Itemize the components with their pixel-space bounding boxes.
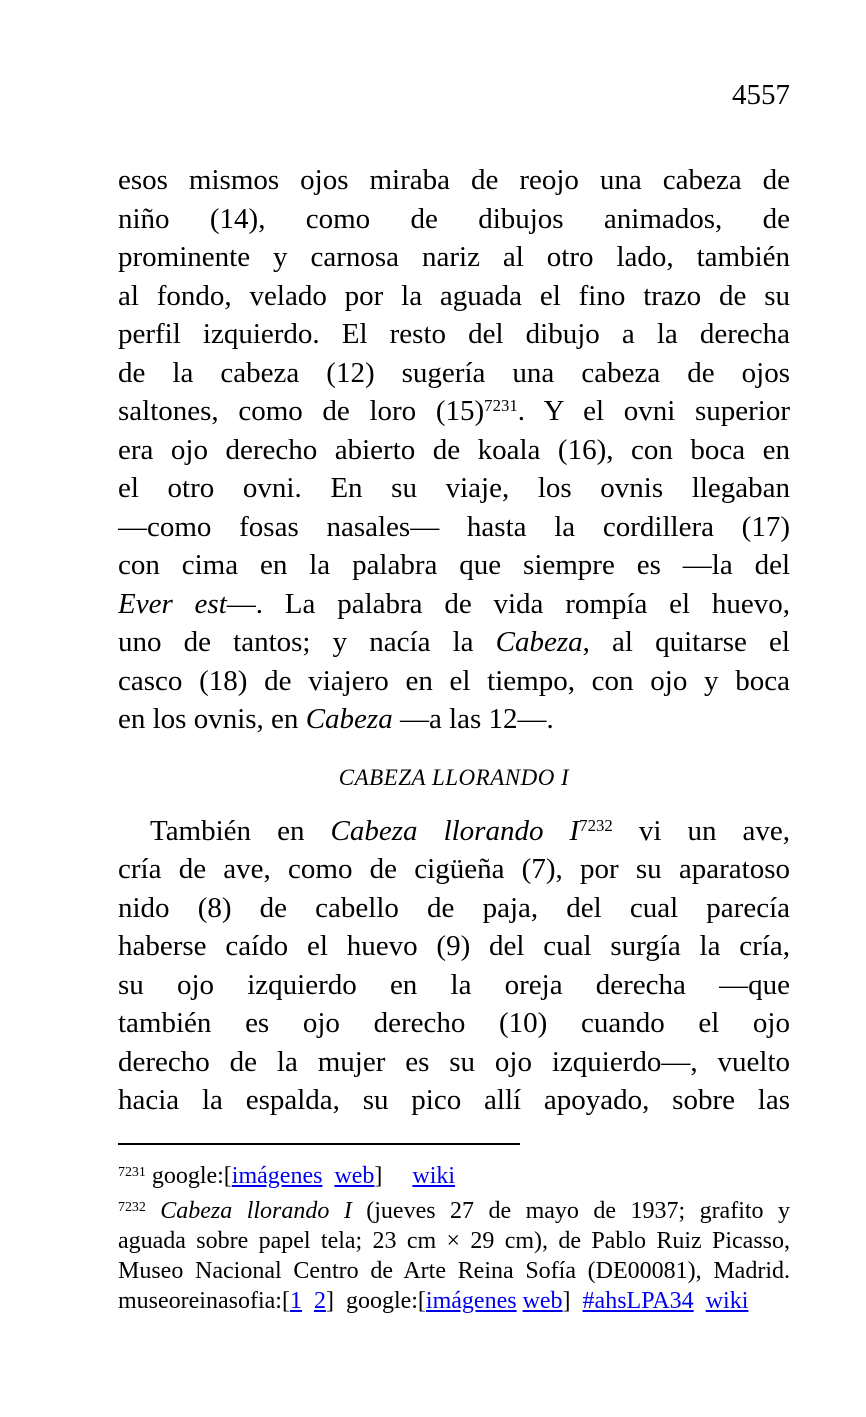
text-segment: derecho de la mujer es su ojo izquierdo—, vuelto <box>118 1045 790 1078</box>
text-segment: También en <box>150 814 331 847</box>
text-segment: ] <box>325 1288 346 1314</box>
text-segment: Cabeza llorando I <box>330 814 580 847</box>
text-segment: uno de tantos; y nacía la <box>118 626 496 658</box>
text-segment: cría de ave, como de cigüeña (7), por su aparatoso <box>118 853 790 885</box>
text-segment <box>694 1288 706 1314</box>
text-segment: museoreinasofia:[ <box>118 1288 290 1314</box>
text-line <box>118 927 790 966</box>
text-segment: Cabeza <box>495 626 583 658</box>
text-line <box>118 966 790 1005</box>
text-segment: . Y el ovni superior <box>517 395 790 427</box>
text-segment: el otro ovni. En su viaje, los ovnis llegaban <box>118 472 790 504</box>
text-segment: también es ojo derecho (10) cuando el ojo <box>118 1007 790 1039</box>
text-segment: perfil izquierdo. El resto del dibujo a la derecha <box>118 318 790 350</box>
text-segment: ] <box>562 1288 583 1314</box>
text-segment: —como fosas nasales— hasta la cordillera (17) <box>118 510 790 543</box>
page-number: 4557 <box>732 79 790 111</box>
footnote-ref-7231: 7231 <box>484 396 518 416</box>
link-wiki-7231[interactable]: wiki <box>412 1163 456 1189</box>
text-line <box>118 1226 790 1256</box>
footnote-7231 <box>118 1161 790 1191</box>
text-segment: su ojo izquierdo en la oreja derecha —que <box>118 968 790 1001</box>
text-segment: aguada sobre papel tela; 23 cm × 29 cm), de Pablo Ruiz Picasso, <box>118 1228 790 1254</box>
text-line <box>118 469 790 508</box>
link-google-web-7232[interactable]: web <box>522 1288 563 1314</box>
text-line <box>118 585 790 624</box>
text-line <box>118 1004 790 1043</box>
text-segment: nido (8) de cabello de paja, del cual parecía <box>118 891 790 924</box>
text-line <box>118 1043 790 1082</box>
section-heading: CABEZA LLORANDO I <box>338 764 570 790</box>
text-segment: google:[ <box>345 1288 426 1314</box>
text-segment: era ojo derecho abierto de koala (16), con boca en <box>118 433 790 466</box>
text-line <box>118 431 790 470</box>
paragraph-1 <box>118 161 790 739</box>
text-line <box>118 1286 790 1316</box>
text-segment <box>302 1288 314 1314</box>
text-segment: Cabeza <box>305 703 393 735</box>
text-segment: —a las 12—. <box>392 703 554 735</box>
link-google-imagenes-7231[interactable]: imágenes <box>231 1163 323 1189</box>
text-line <box>118 1256 790 1286</box>
text-segment: google:[ <box>145 1163 232 1189</box>
text-line <box>118 889 790 928</box>
text-line <box>118 277 790 316</box>
text-line <box>118 623 790 662</box>
text-segment: Museo Nacional Centro de Arte Reina Sofía (DE00081), Madrid. <box>118 1258 790 1284</box>
text-segment: (jueves 27 de mayo de 1937; grafito y <box>351 1198 790 1224</box>
footnote-separator <box>118 1143 520 1145</box>
text-segment <box>322 1163 334 1189</box>
text-segment: con cima en la palabra que siempre es —la del <box>118 549 790 581</box>
link-wiki-7232[interactable]: wiki <box>705 1288 749 1314</box>
text-line <box>118 1196 790 1226</box>
text-line <box>118 546 790 585</box>
paragraph-2 <box>118 812 790 1120</box>
link-google-imagenes-7232[interactable]: imágenes <box>425 1288 517 1314</box>
footnote-marker-7232: 7232 <box>118 1199 146 1215</box>
text-line <box>118 238 790 277</box>
text-line <box>118 200 790 239</box>
text-segment: Ever est <box>118 587 227 620</box>
text-segment: , al quitarse el <box>582 626 790 658</box>
link-google-web-7231[interactable]: web <box>334 1163 375 1189</box>
link-ahslpa34[interactable]: #ahsLPA34 <box>582 1288 694 1314</box>
footnote-marker-7231: 7231 <box>118 1164 146 1180</box>
text-segment: —. La palabra de vida rompía el huevo, <box>226 587 790 620</box>
text-segment: niño (14), como de dibujos animados, de <box>118 202 790 235</box>
text-line <box>118 662 790 701</box>
footnotes-section <box>118 1143 790 1316</box>
text-segment: casco (18) de viajero en el tiempo, con ojo y boca <box>118 664 790 697</box>
text-segment: esos mismos ojos miraba de reojo una cabeza de <box>118 164 790 196</box>
link-museoreinasofia-2[interactable]: 2 <box>313 1288 326 1314</box>
text-line <box>118 700 790 739</box>
text-segment: al fondo, velado por la aguada el fino trazo de su <box>118 279 790 312</box>
text-line <box>118 812 790 851</box>
text-segment: de la cabeza (12) sugería una cabeza de ojos <box>118 356 790 389</box>
footnote-ref-7232: 7232 <box>579 815 613 835</box>
text-segment: prominente y carnosa nariz al otro lado, también <box>118 241 790 273</box>
page-body <box>118 161 790 1120</box>
text-line <box>118 392 790 431</box>
text-line <box>118 315 790 354</box>
text-line <box>118 354 790 393</box>
text-line <box>118 1081 790 1120</box>
text-line <box>118 508 790 547</box>
footnote-7232 <box>118 1196 790 1316</box>
text-segment: en los ovnis, en <box>118 703 306 735</box>
text-segment: Cabeza llorando I <box>145 1198 352 1224</box>
text-segment: saltones, como de loro (15) <box>118 395 485 427</box>
text-segment: ] <box>374 1163 413 1189</box>
text-segment: vi un ave, <box>612 814 790 847</box>
text-line <box>118 1161 790 1191</box>
link-museoreinasofia-1[interactable]: 1 <box>289 1288 302 1314</box>
text-line <box>118 850 790 889</box>
text-line <box>118 161 790 200</box>
text-segment: hacia la espalda, su pico allí apoyado, sobre las <box>118 1084 790 1116</box>
text-segment: haberse caído el huevo (9) del cual surgía la cría, <box>118 930 790 962</box>
